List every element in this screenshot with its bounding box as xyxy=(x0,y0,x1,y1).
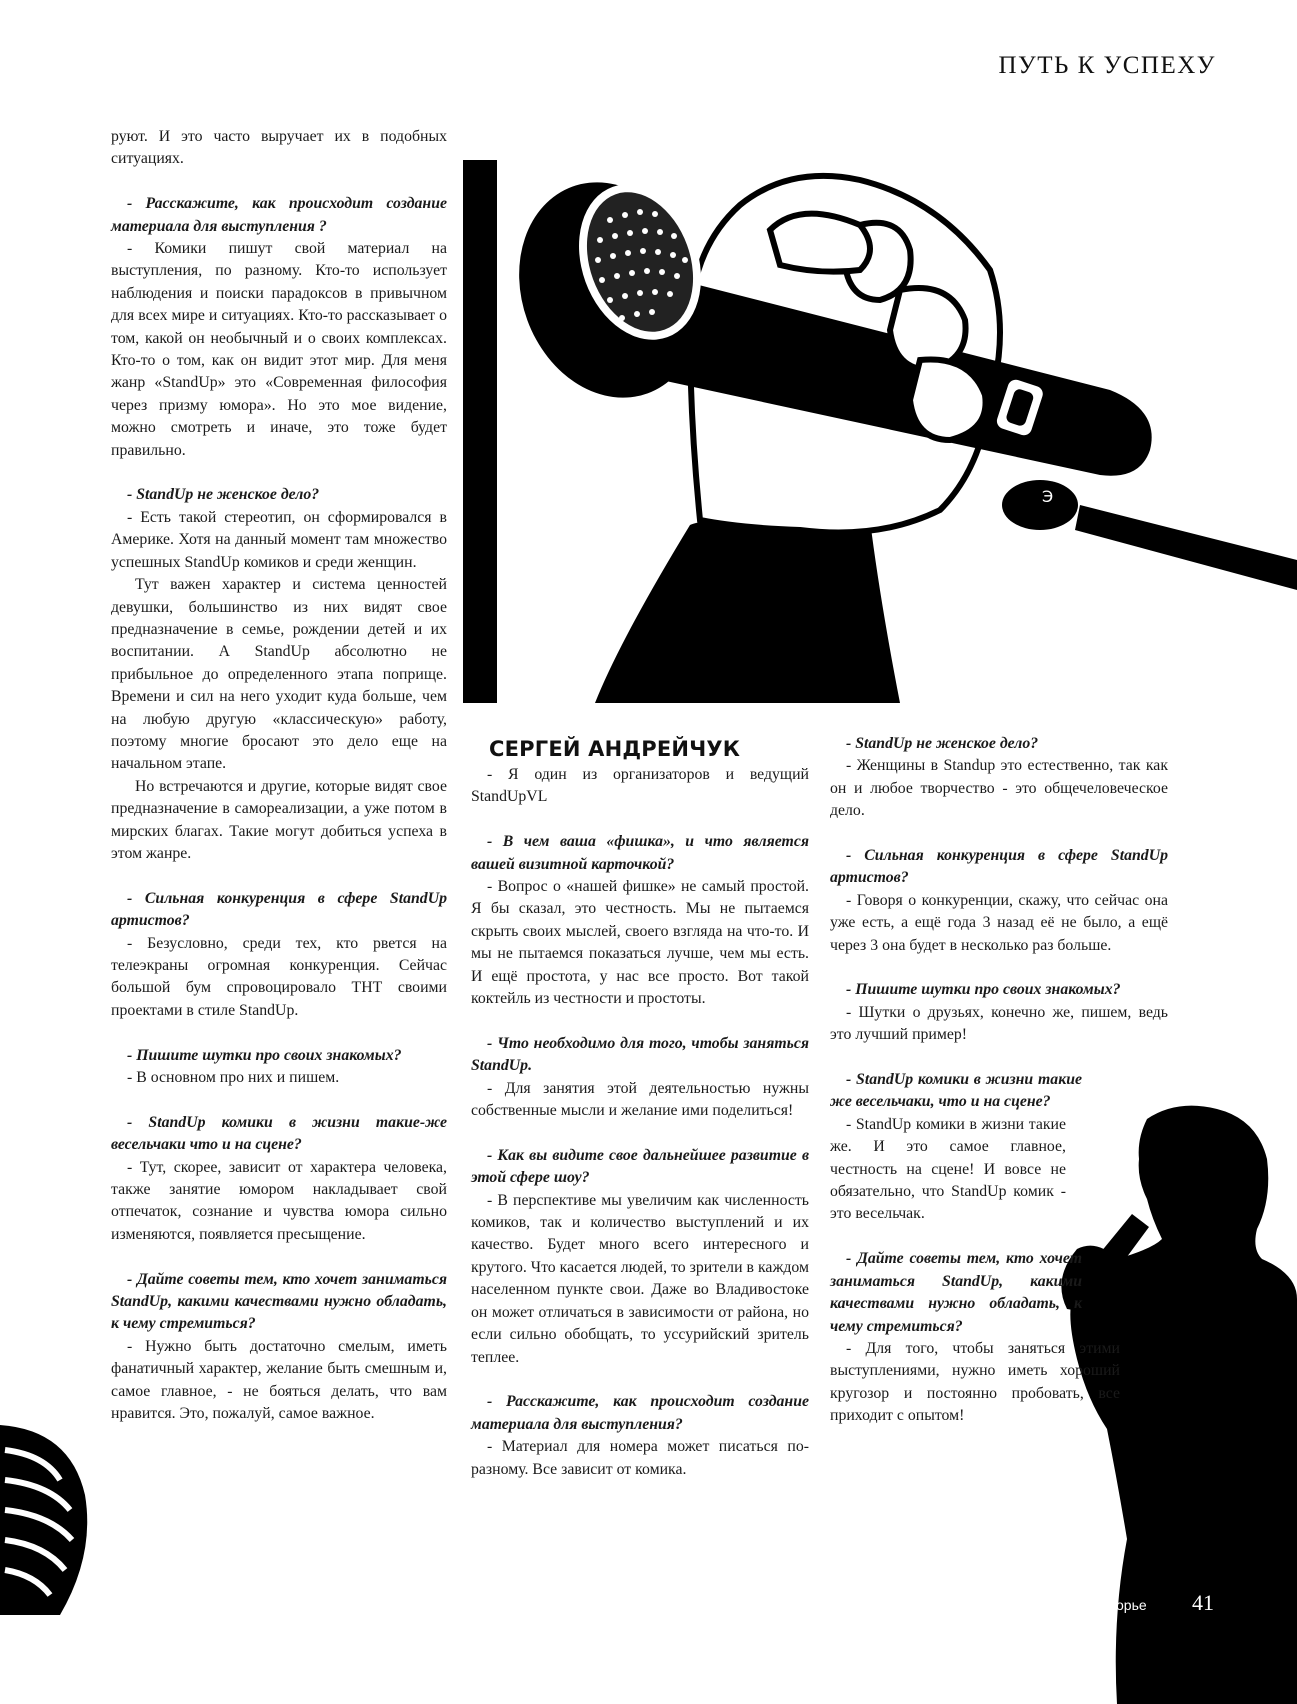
answer: - Безусловно, среди тех, кто рвется на телеэкраны огромная конкуренция. Сейчас большой бум спровоцировало ТНТ своими проектами в стиле StandUp. xyxy=(111,934,447,1019)
question: - StandUp комики в жизни такие-же весельчаки что и на сцене? xyxy=(111,1113,447,1154)
question: - Пишите шутки про своих знакомых? xyxy=(846,981,1121,999)
question: - Сильная конкуренция в сфере StandUp артистов? xyxy=(111,889,447,930)
svg-text:∂: ∂ xyxy=(985,503,997,528)
answer: - В перспективе мы увеличим как численность комиков, так и количество выступлений и их качество. Будет много всего интересного и крутого. Что касается людей, то зрители в каждом населенном пункте свои. Даже во Владивостоке он может отличаться в зависимости от района, но если сильно обобщать, то уссурийский зритель теплее. xyxy=(471,1191,809,1366)
paragraph: Тут важен характер и система ценностей девушки, большинство из них видят свое предназначение в семье, рождении детей и их воспитании. А StandUp абсолютно не прибыльное до определенного этапа поприще. Времени и сил на него уходит куда больше, чем на любую другую «классическую» работу, поэтому многие бросают это дело еще на начальном этапе. xyxy=(111,576,447,773)
vintage-microphone-icon xyxy=(0,1425,95,1615)
answer: - Тут, скорее, зависит от характера человека, также занятие юмором накладывает свой отпечаток, сознание и чувства юмора сильно изменяются, появляется пресыщение. xyxy=(111,1158,447,1243)
svg-text:Э: Э xyxy=(1042,487,1054,506)
question: - Расскажите, как происходит создание материала для выступления ? xyxy=(111,195,447,235)
answer: - Шутки о друзьях, конечно же, пишем, ведь это лучший пример! xyxy=(830,1003,1168,1044)
answer: - Я один из организаторов и ведущий StandUpVL xyxy=(471,766,809,806)
question: - Дайте советы тем, кто хочет заниматься StandUp, какими качествами нужно обладать, к чему стремиться? xyxy=(111,1270,447,1333)
question: - Что необходимо для того, чтобы заняться StandUp. xyxy=(471,1034,809,1075)
paragraph: руют. И это часто выручает их в подобных ситуациях. xyxy=(111,128,447,168)
article-column-2 xyxy=(471,764,809,1481)
answer: - Нужно быть достаточно смелым, иметь фанатичный характер, желание быть смешным и, самое главное, - не бояться делать, что вам нравится. Это, пожалуй, самое важное. xyxy=(111,1337,447,1423)
question: - StandUp комики в жизни такие же весельчаки, что и на сцене? xyxy=(830,1071,1082,1111)
question: - Сильная конкуренция в сфере StandUp артистов? xyxy=(830,847,1168,887)
question: - StandUp не женское дело? xyxy=(127,486,320,504)
question: - Расскажите, как происходит создание материала для выступления? xyxy=(471,1393,809,1433)
question: - StandUp не женское дело? xyxy=(846,735,1039,752)
question: - Дайте советы тем, кто хочет заниматься StandUp, какими качествами нужно обладать, к чему стремиться? xyxy=(830,1250,1082,1335)
footer-magazine-label: орье xyxy=(1116,1597,1147,1613)
article-column-1 xyxy=(111,126,447,1425)
answer: - В основном про них и пишем. xyxy=(127,1069,340,1086)
answer: - Говоря о конкуренции, скажу, что сейчас она уже есть, а ещё года 3 назад её не было, а ещё через 3 она будет в несколько раз больше. xyxy=(830,891,1168,954)
page-number: 41 xyxy=(1192,1590,1214,1615)
question: - В чем ваша «фишка», и что является вашей визитной карточкой? xyxy=(471,833,809,873)
answer: - Вопрос о «нашей фишке» не самый простой. Я бы сказал, это честность. Мы не пытаемся скрыть своих мыслей, своего взгляда на что-то. И мы не пытаемся показаться лучше, чем мы есть. И ещё простота, у нас все просто. Вот такой коктейль из честности и простоты. xyxy=(471,878,809,1008)
speaker-name: СЕРГЕЙ АНДРЕЙЧУК xyxy=(489,737,741,761)
section-title: ПУТЬ К УСПЕХУ xyxy=(998,52,1216,79)
question: - Как вы видите свое дальнейшее развитие в этой сфере шоу? xyxy=(471,1146,809,1187)
article-column-3 xyxy=(830,733,1168,1428)
answer: - Для занятия этой деятельностью нужны собственные мысли и желание ими поделиться! xyxy=(471,1079,809,1120)
answer: - Есть такой стереотип, он сформировался в Америке. Хотя на данный момент там множество успешных StandUp комиков и среди женщин. xyxy=(111,508,447,571)
answer: - Комики пишут свой материал на выступления, по разному. Кто-то использует наблюдения и поиски парадоксов в привычном для всех мире и ситуациях. Кто-то рассказывает о том, какой он необычный и о своих комплексах. Кто-то о том, как он видит этот мир. Для меня жанр «StandUp» это «Современная философия через призму юмора». Но это мое видение, можно смотреть и иначе, это тоже будет правильно. xyxy=(111,240,447,459)
answer: - Материал для номера может писаться по-разному. Все зависит от комика. xyxy=(471,1438,809,1478)
question: - Пишите шутки про своих знакомых? xyxy=(127,1046,402,1064)
answer: - StandUp комики в жизни такие же. И это самое главное, честность на сцене! И вовсе не обязательно, что StandUp комик - это весельчак. xyxy=(830,1115,1066,1223)
answer: - Женщины в Standup это естественно, так как он и любое творчество - это общечеловеческое дело. xyxy=(830,757,1168,820)
answer: - Для того, чтобы заняться этими выступлениями, нужно иметь хороший кругозор и постоянно пробовать, все приходит с опытом! xyxy=(830,1339,1120,1425)
paragraph: Но встречаются и другие, которые видят свое предназначение в самореализации, а уже потом в мирских благах. Такие могут добиться успеха в этом жанре. xyxy=(111,777,447,862)
